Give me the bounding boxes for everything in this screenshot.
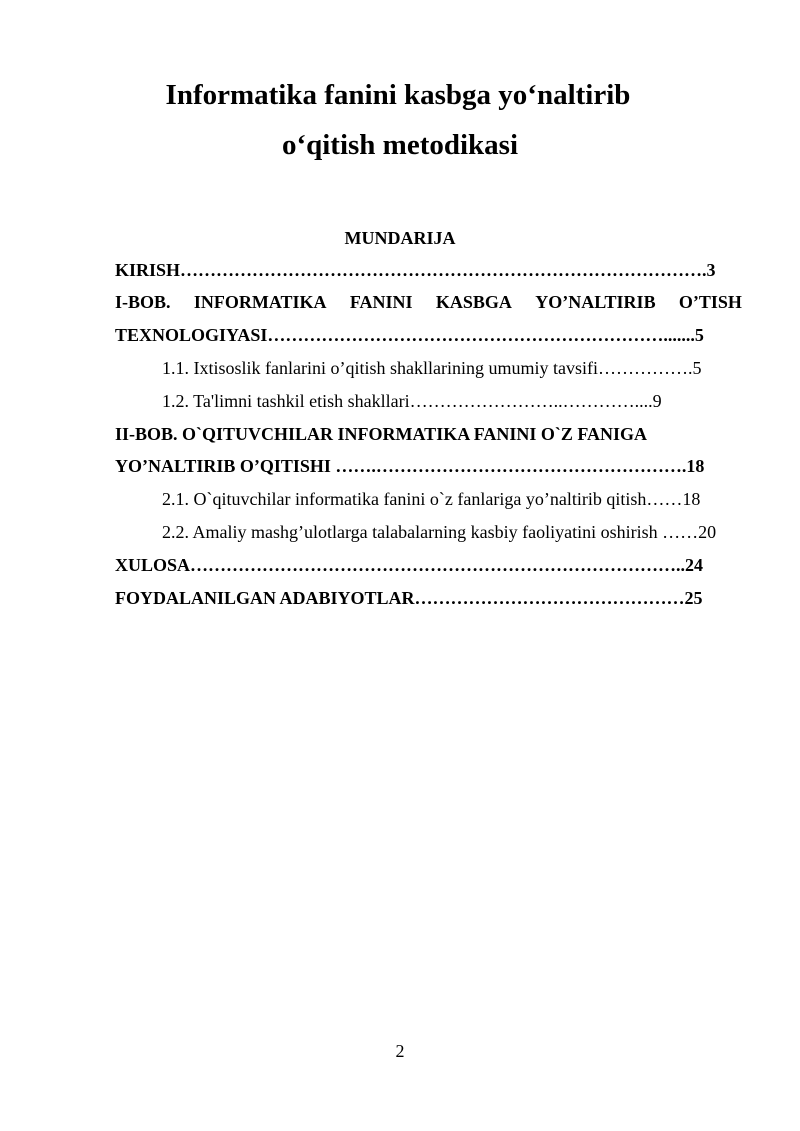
toc-entry-section-2-2: 2.2. Amaliy mashg’ulotlarga talabalarning kasbiy faoliyatini oshirish ……20 <box>162 522 717 542</box>
toc-entry-kirish: KIRISH…………………………………………………………………………….3 <box>115 260 716 280</box>
toc-entry-chapter-1-line-2: TEXNOLOGIYASI………………………………………………………….......5 <box>115 325 704 345</box>
page-number: 2 <box>395 1041 405 1061</box>
toc-chapter-1-word: FANINI <box>349 292 413 312</box>
toc-heading: MUNDARIJA <box>344 228 456 248</box>
toc-chapter-1-word: O’TISH <box>678 292 742 312</box>
document-title-line-2: o‘qitish metodikasi <box>281 129 519 161</box>
toc-entry-chapter-1-line-1 <box>115 291 742 313</box>
toc-entry-chapter-2-line-1: II-BOB. O`QITUVCHILAR INFORMATIKA FANINI O`Z FANIGA <box>115 424 648 444</box>
toc-entry-chapter-2-line-2: YO’NALTIRIB O’QITISHI …….…………………………………………….18 <box>115 456 705 476</box>
document-title-line-1: Informatika fanini kasbga yo‘naltirib <box>165 79 631 111</box>
toc-chapter-1-word: I-BOB. <box>115 292 171 312</box>
toc-entry-adabiyotlar: FOYDALANILGAN ADABIYOTLAR………………………………………25 <box>115 588 703 608</box>
toc-entry-section-2-1: 2.1. O`qituvchilar informatika fanini o`z fanlariga yo’naltirib qitish……18 <box>162 489 701 509</box>
toc-chapter-1-word: INFORMATIKA <box>193 292 327 312</box>
toc-chapter-1-word: KASBGA <box>435 292 512 312</box>
toc-entry-section-1-1: 1.1. Ixtisoslik fanlarini o’qitish shakllarining umumiy tavsifi…………….5 <box>162 358 702 378</box>
toc-chapter-1-word: YO’NALTIRIB <box>535 292 656 312</box>
toc-entry-section-1-2: 1.2. Ta'limni tashkil etish shakllari……………………..…………....9 <box>162 391 662 411</box>
toc-entry-xulosa: XULOSA………………………………………………………………………..24 <box>115 555 704 575</box>
